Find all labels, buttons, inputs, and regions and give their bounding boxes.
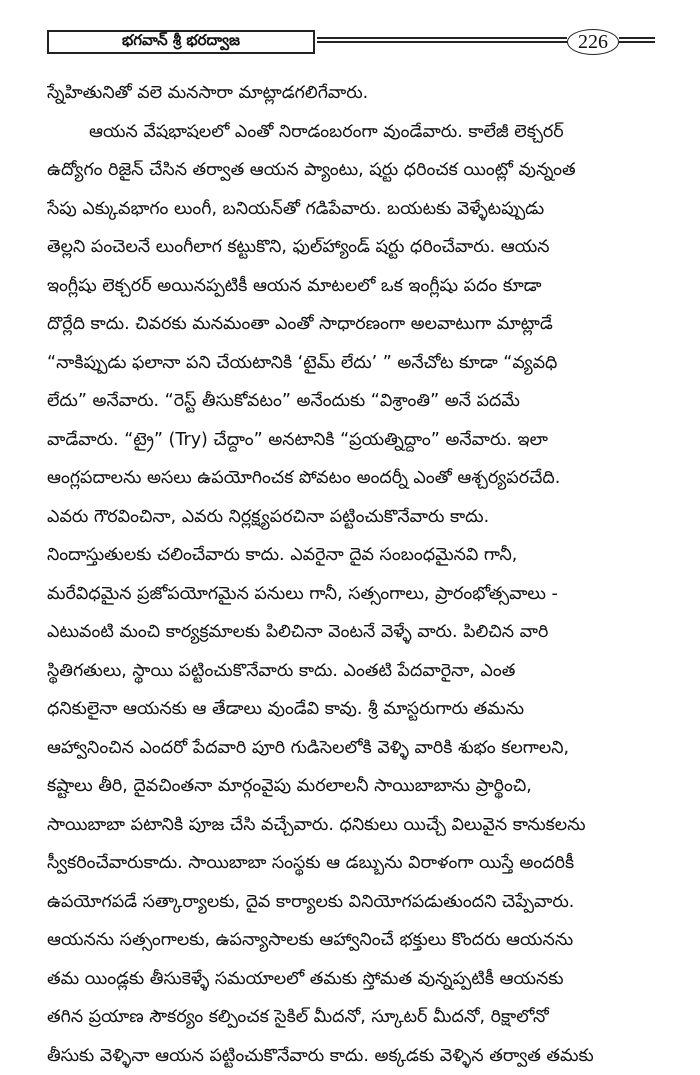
text-line: తెల్లని పంచెలనే లుంగీలాగ కట్టుకొని, ఫుల్‌హ్యాండ్ షర్టు ధరించేవారు. ఆయన xyxy=(47,228,657,267)
text-line: ఆయనను సత్సంగాలకు, ఉపన్యాసాలకు ఆహ్వానించే భక్తులు కొందరు ఆయనను xyxy=(47,921,657,960)
text-line: ధనికులైనా ఆయనకు ఆ తేడాలు వుండేవి కావు. శ్రీ మాస్టరుగారు తమను xyxy=(47,690,657,729)
text-line: స్థితిగతులు, స్థాయి పట్టించుకొనేవారు కాదు. ఎంతటి పేదవారైనా, ఎంత xyxy=(47,652,657,691)
text-line: కష్టాలు తీరి, దైవచింతనా మార్గంవైపు మరలాలనీ సాయిబాబాను ప్రార్థించి, xyxy=(47,767,657,806)
text-line: సాయిబాబా పటానికి పూజ చేసి వచ్చేవారు. ధనికులు యిచ్చే విలువైన కానుకలను xyxy=(47,806,657,845)
text-line: వాడేవారు. “ట్రై” (Try) చేద్దాం” అనటానికి “ప్రయత్నిద్దాం” అనేవారు. ఇలా xyxy=(47,421,657,460)
text-line: దొర్లేది కాదు. చివరకు మనమంతా ఎంతో సాధారణంగా అలవాటుగా మాట్లాడే xyxy=(47,305,657,344)
text-line: ఆయన వేషభాషలలో ఎంతో నిరాడంబరంగా వుండేవారు. కాలేజీ లెక్చరర్ xyxy=(47,113,657,152)
book-title: భగవాన్ శ్రీ భరద్వాజ xyxy=(122,31,240,53)
text-line: “నాకిప్పుడు ఫలానా పని చేయటానికి ‘టైమ్ లేదు’ ” అనేచోట కూడా “వ్యవధి xyxy=(47,344,657,383)
text-line: తమ యిండ్లకు తీసుకెళ్ళే సమయాలలో తమకు స్తోమత వున్నప్పటికీ ఆయనకు xyxy=(47,960,657,999)
text-line: మరేవిధమైన ప్రజోపయోగమైన పనులు గానీ, సత్సంగాలు, ప్రారంభోత్సవాలు - xyxy=(47,575,657,614)
text-line: ఆంగ్లపదాలను అసలు ఉపయోగించక పోవటం అందర్నీ ఎంతో ఆశ్చర్యపరచేది. xyxy=(47,459,657,498)
text-line: తగిన ప్రయాణ సౌకర్యం కల్పించక సైకిల్ మీదనో, స్కూటర్ మీదనో, రిక్షాలోనో xyxy=(47,998,657,1037)
text-line: లేదు” అనేవారు. “రెస్ట్ తీసుకోవటం” అనేందుకు “విశ్రాంతి” అనే పదమే xyxy=(47,382,657,421)
text-line: నిందాస్తుతులకు చలించేవారు కాదు. ఎవరైనా దైవ సంబంధమైనవి గానీ, xyxy=(47,536,657,575)
text-line: ఉపయోగపడే సత్కార్యాలకు, దైవ కార్యాలకు వినియోగపడుతుందని చెప్పేవారు. xyxy=(47,883,657,922)
running-header xyxy=(47,30,655,58)
text-line: స్నేహితునితో వలె మనసారా మాట్లాడగలిగేవారు. xyxy=(47,74,657,113)
text-line: ఎటువంటి మంచి కార్యక్రమాలకు పిలిచినా వెంటనే వెళ్ళే వారు. పిలిచిన వారి xyxy=(47,613,657,652)
page-number: 226 xyxy=(567,29,619,55)
text-line: స్వీకరించేవారుకాదు. సాయిబాబా సంస్థకు ఆ డబ్బును విరాళంగా యిస్తే అందరికీ xyxy=(47,844,657,883)
text-line: ఇంగ్లీషు లెక్చరర్ అయినప్పటికీ ఆయన మాటలలో ఒక ఇంగ్లీషు పదం కూడా xyxy=(47,267,657,306)
text-line: ఆహ్వానించిన ఎందరో పేదవారి పూరి గుడిసెలలోకి వెళ్ళి వారికి శుభం కలగాలని, xyxy=(47,729,657,768)
text-line: ఉద్యోగం రిజైన్ చేసిన తర్వాత ఆయన ప్యాంటు, షర్టు ధరించక యింట్లో వున్నంత xyxy=(47,151,657,190)
text-line: తీసుకు వెళ్ళినా ఆయన పట్టించుకొనేవారు కాదు. అక్కడకు వెళ్ళిన తర్వాత తమకు xyxy=(47,1037,657,1075)
book-title-box xyxy=(47,30,315,54)
header-double-rule-right xyxy=(619,37,655,43)
text-line: ఎవరు గౌరవించినా, ఎవరు నిర్లక్ష్యపరచినా పట్టించుకొనేవారు కాదు. xyxy=(47,498,657,537)
text-line: సేపు ఎక్కువభాగం లుంగీ, బనియన్‌తో గడిపేవారు. బయటకు వెళ్ళేటప్పుడు xyxy=(47,190,657,229)
header-double-rule xyxy=(317,37,567,43)
page-body xyxy=(47,74,657,1075)
